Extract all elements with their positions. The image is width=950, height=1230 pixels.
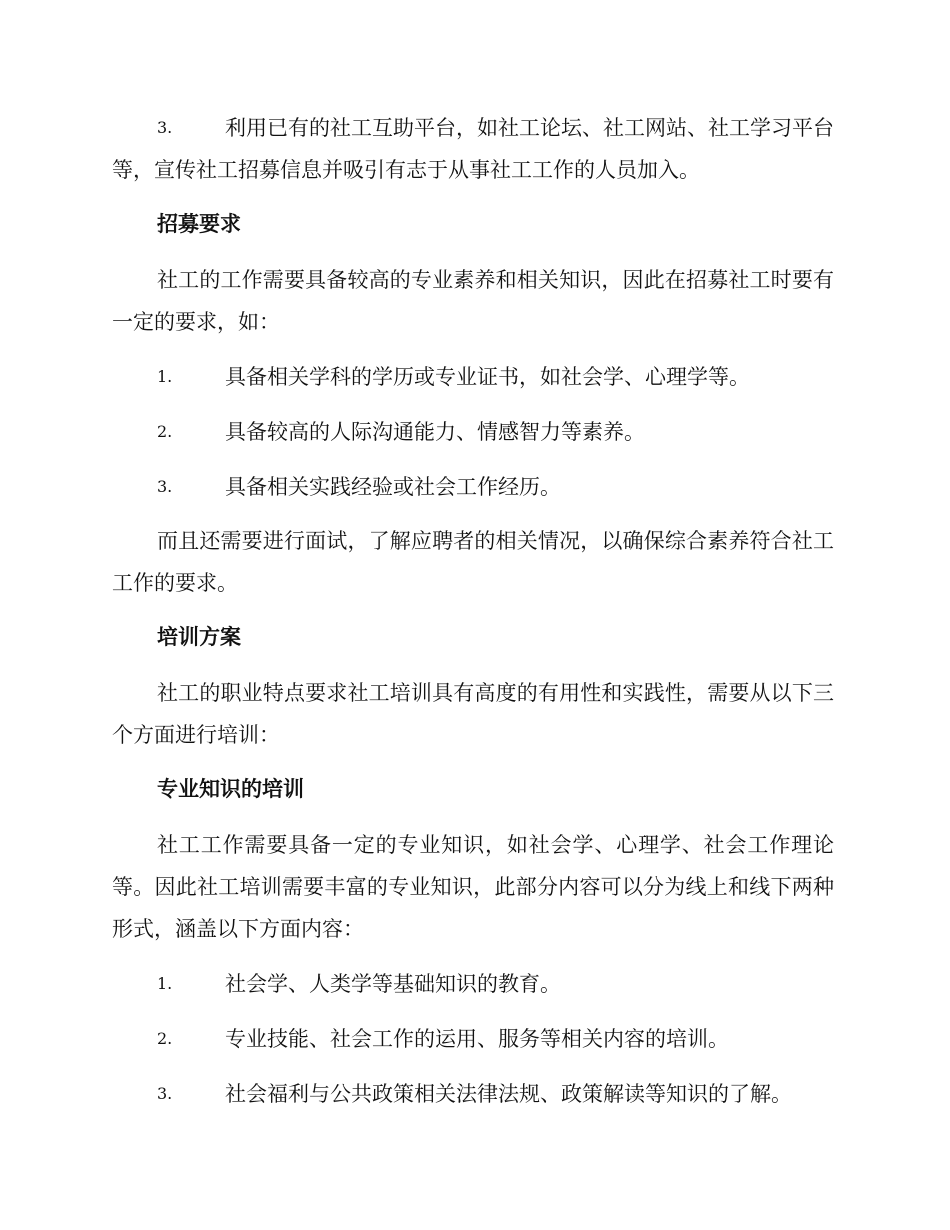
list-item-text: 专业技能、社会工作的运用、服务等相关内容的培训。 [225,1027,729,1051]
list-item-number: 2. [157,1029,173,1048]
list-item-text: 利用已有的社工互助平台，如社工论坛、社工网站、社工学习平台等，宣传社工招募信息并吸引有志于从事社工工作的人员加入。 [112,116,834,182]
paragraph-training-intro: 社工的职业特点要求社工培训具有高度的有用性和实践性，需要从以下三个方面进行培训： [112,681,834,747]
list-item-text: 具备相关实践经验或社会工作经历。 [225,475,561,499]
list-item-number: 3. [157,118,173,137]
section-heading-training: 培训方案 [157,625,241,649]
list-item [112,1079,832,1109]
list-item [112,417,832,447]
list-item-text: 具备较高的人际沟通能力、情感智力等素养。 [225,420,645,444]
paragraph-knowledge-intro: 社工工作需要具备一定的专业知识，如社会学、心理学、社会工作理论等。因此社工培训需要丰富的专业知识，此部分内容可以分为线上和线下两种形式，涵盖以下方面内容： [112,833,834,941]
list-item-text: 具备相关学科的学历或专业证书，如社会学、心理学等。 [225,365,750,389]
list-item [112,107,834,191]
section-heading-knowledge-training: 专业知识的培训 [157,777,304,801]
list-item [112,1024,832,1054]
list-item-number: 1. [157,367,173,386]
list-item-text: 社会学、人类学等基础知识的教育。 [225,972,561,996]
list-item-number: 3. [157,1084,173,1103]
list-item-number: 1. [157,974,173,993]
list-item-number: 3. [157,477,173,496]
paragraph-recruitment-closing: 而且还需要进行面试，了解应聘者的相关情况，以确保综合素养符合社工工作的要求。 [112,529,834,595]
list-item [112,969,832,999]
list-item-number: 2. [157,422,173,441]
section-heading-recruitment: 招募要求 [157,212,241,236]
paragraph-recruitment-intro: 社工的工作需要具备较高的专业素养和相关知识，因此在招募社工时要有一定的要求，如： [112,268,834,334]
list-item [112,362,832,392]
list-item-text: 社会福利与公共政策相关法律法规、政策解读等知识的了解。 [225,1082,792,1106]
list-item [112,472,832,502]
